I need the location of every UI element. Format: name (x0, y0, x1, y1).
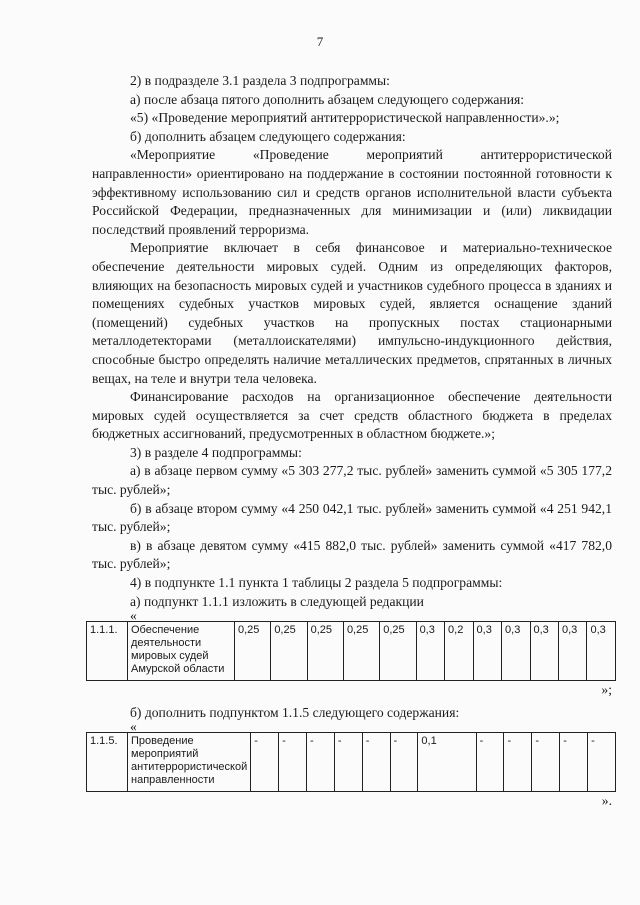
value-cell: 0,3 (530, 622, 558, 681)
paragraph: Финансирование расходов на организационное обеспечение деятельности мировых судей осуществляется за счет средств областного бюджета в пределах бюджетных ассигнований, предусмотренных в областном бюджете.»; (92, 389, 612, 442)
value-cell: - (279, 733, 307, 792)
item-number: 1.1.1. (87, 622, 128, 681)
quote-open: « (130, 719, 137, 735)
page-number: 7 (316, 34, 324, 49)
value-cell: 0,25 (271, 622, 307, 681)
paragraph: Мероприятие включает в себя финансовое и материально-техническое обеспечение деятельности мировых судей. Одним из определяющих факторов, влияющих на безопасность мировых судей и участников судебного процесса в зданиях и помещениях судебных участков мировых судей, является оснащение зданий (помещений) судебных участков на пропускных постах стационарными металлодетекторами (металлоискателями) импульсно-индукционного действия, способные быстро определять наличие металлических предметов, спрятанных в личных вещах, на теле и внутри тела человека. (92, 240, 612, 386)
value-cell: - (390, 733, 418, 792)
paragraph: «Мероприятие «Проведение мероприятий антитеррористической направленности» ориентировано на поддержание в состоянии постоянной готовности к эффективному использованию сил и средств органов исполнительной власти субъекта Российской Федерации, предназначенных для минимизации и (или) ликвидации последствий проявлений терроризма. (92, 147, 612, 237)
paragraph: б) дополнить подпунктом 1.1.5 следующего содержания: (130, 704, 460, 720)
paragraph: а) после абзаца пятого дополнить абзацем следующего содержания: (130, 91, 524, 107)
item-name: Обеспечение деятельности мировых судей Амурской области (128, 622, 235, 681)
value-cell: 0,3 (502, 622, 530, 681)
paragraph: а) в абзаце первом сумму «5 303 277,2 тыс. рублей» заменить суммой «5 305 177,2 тыс. рублей»; (92, 463, 612, 498)
value-cell: - (251, 733, 279, 792)
value-cell: - (504, 733, 532, 792)
table-row (87, 622, 616, 681)
paragraph: б) в абзаце втором сумму «4 250 042,1 тыс. рублей» заменить суммой «4 251 942,1 тыс. рублей»; (92, 500, 612, 535)
paragraph: 3) в разделе 4 подпрограммы: (130, 444, 302, 460)
paragraph: 4) в подпункте 1.1 пункта 1 таблицы 2 раздела 5 подпрограммы: (130, 575, 503, 591)
value-cell: 0,25 (235, 622, 271, 681)
quote-close: »; (601, 682, 612, 698)
table-subitem-1-1-1 (86, 621, 616, 681)
value-cell: 0,1 (418, 733, 476, 792)
value-cell: 0,25 (307, 622, 343, 681)
item-number: 1.1.5. (87, 733, 128, 792)
value-cell: 0,3 (473, 622, 501, 681)
paragraph: «5) «Проведение мероприятий антитеррористической направленности».»; (130, 110, 560, 126)
item-name: Проведение мероприятий антитеррористической направленности (128, 733, 251, 792)
value-cell: - (306, 733, 334, 792)
table-subitem-1-1-5 (86, 732, 616, 792)
value-cell: - (588, 733, 616, 792)
value-cell: 0,25 (343, 622, 379, 681)
value-cell: - (362, 733, 390, 792)
paragraph: б) дополнить абзацем следующего содержания: (130, 128, 406, 144)
quote-close: ». (601, 793, 612, 809)
paragraph: а) подпункт 1.1.1 изложить в следующей редакции (130, 593, 424, 609)
value-cell: - (476, 733, 504, 792)
paragraph: в) в абзаце девятом сумму «415 882,0 тыс. рублей» заменить суммой «417 782,0 тыс. рублей»; (92, 537, 612, 572)
value-cell: 0,3 (587, 622, 616, 681)
table-row (87, 733, 616, 792)
document-body (92, 72, 612, 811)
value-cell: 0,3 (558, 622, 586, 681)
value-cell: - (532, 733, 560, 792)
value-cell: 0,2 (445, 622, 473, 681)
quote-open: « (130, 608, 137, 624)
value-cell: - (560, 733, 588, 792)
value-cell: 0,25 (380, 622, 416, 681)
value-cell: 0,3 (416, 622, 444, 681)
value-cell: - (334, 733, 362, 792)
paragraph: 2) в подразделе 3.1 раздела 3 подпрограммы: (130, 73, 390, 88)
